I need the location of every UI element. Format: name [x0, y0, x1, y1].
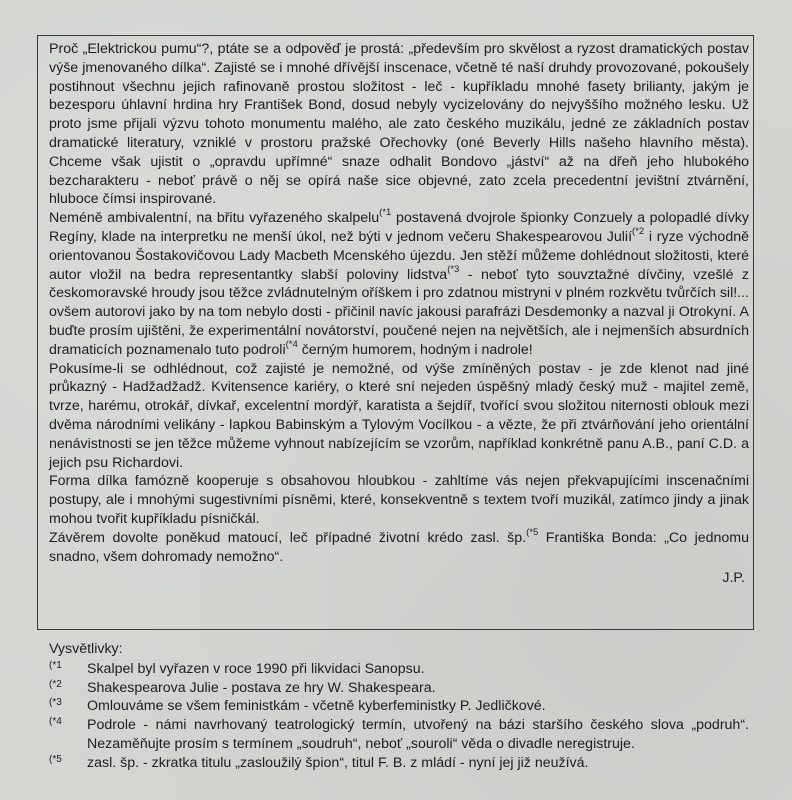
footnote-text: Omlouváme se všem feministkám - včetně kyberfeministky P. Jedličkové. [87, 698, 546, 715]
footnote-text: zasl. šp. - zkratka titulu „zasloužilý špion“, titul F. B. z mládí - nyní jej již neužívá. [87, 754, 589, 771]
footnotes-title: Vysvětlivky: [49, 641, 123, 657]
footnote-mark: (*4 [49, 716, 62, 728]
text-run: Františka Bonda: „Co jednomu snadno, všem dohromady nemožno“. [49, 529, 749, 565]
paragraph-1 [49, 40, 749, 209]
footnote-5 [49, 754, 749, 773]
text-run: - neboť tyto souvztažné dívčiny, vzešlé z českomoravské hroudy jsou těžce zvládnutelným oříškem i pro zdatnou mistryni v plném rozkvětu tvůrčích sil!... ovšem autorovi jako by na tom nebylo dosti - přičinil navíc jakousi parafrázi Desdemonky a nazval ji Otrokyní. A buďte prosím ujištěni, že experimentální novátorství, poučené nejen na největších, ale i nejmenších absurdních dramaticích poznamenalo tuto podroli [49, 266, 749, 358]
text-run: Proč „Elektrickou pumu“?, ptáte se a odpověď je prostá: „především pro skvělost a ryzost dramatických postav výše jmenovaného dílka“. Zajisté se i mnohé dřívější inscenace, včetně té naší druhdy provozované, pokoušely postihnout všechnu jejich rafinovaně prostou složitost - leč - kupříkladu mnohé fasety brilianty, jakým je bezesporu úhlavní hrdina hry František Bond, dosud nebyly vycizelovány do nejvyššího možného lesku. Už proto jsme přijali výzvu tohoto monumentu malého, ale zato českého muzikálu, jedné ze základních postav dramatické literatury, vzniklé v prostoru pražské Ořechovky (oné Beverly Hills našeho hlavního města). Chceme však ujistit o „opravdu upřímné“ snaze odhalit Bondovo „jáství“ až na dřeň jeho hlubokého bezcharakteru - neboť právě o něj se opírá naše sice objevné, zato zcela precedentní jevištní ztvárnění, hluboce čímsi inspirované. [49, 41, 749, 208]
paragraph-5 [49, 526, 749, 567]
footnote-ref-3: (*3 [447, 263, 460, 275]
text-run: i ryze východně orientovanou Šostakovičovou Lady Macbeth Mcenského újezdu. Jen stěží můžeme dohlédnout složitosti, které autor vložil na bedra representantky slabší poloviny lidstva [49, 228, 749, 283]
footnote-text: Skalpel byl vyřazen v roce 1990 při likvidaci Sanopsu. [87, 660, 425, 677]
footnote-1 [49, 660, 749, 679]
text-run: Závěrem dovolte poněkud matoucí, leč případné životní krédo zasl. šp. [49, 529, 527, 546]
footnote-ref-4: (*4 [285, 339, 298, 351]
footnote-ref-1: (*1 [379, 207, 392, 219]
footnote-ref-5: (*5 [526, 526, 539, 538]
text-run: Pokusíme-li se odhlédnout, což zajisté je nemožné, od výše zmíněných postav - je zde klenot nad jiné průkazný - Hadžadžadž. Kvitensence kariéry, o které sní nejeden úspěšný mladý český muž - majitel země, tvrze, harému, otrokář, dívkař, excelentní mordýř, karatista a šejdíř, tvořící svou složitou niternosti oblouk mezi dvěma národními velikány - lapkou Babinským a Tylovým Vocílkou - a vězte, že při ztvárňování jeho orientální nenávistnosti se jen těžce můžeme vyhnout nabízejícím se vzorům, například konkrétně panu A.B., paní C.D. a jejich psu Richardovi. [49, 360, 749, 471]
paragraph-2 [49, 209, 749, 359]
text-run: Forma dílka famózně kooperuje s obsahovou hloubkou - zahltíme vás nejen překvapujícími inscenačními postupy, ale i mnohými sugestivními písněmi, které, konsekventně s textem tvoří muzikál, zatímco jindy a jinak mohou tvořit kupříkladu písničkál. [49, 473, 749, 527]
footnote-mark: (*3 [49, 697, 62, 709]
footnote-ref-2: (*2 [632, 226, 645, 238]
footnote-2 [49, 679, 749, 698]
footnote-mark: (*2 [49, 678, 62, 690]
main-text-block [49, 40, 749, 588]
footnote-4 [49, 716, 749, 754]
text-run: postavená dvojrole špionky Conzuely a polopadlé dívky Regíny, klade na interpretku ne menší úkol, než býti v jednom večeru Shakespearovou Julií [49, 210, 749, 245]
footnote-mark: (*1 [49, 659, 62, 671]
footnote-text: Podrole - námi navrhovaný teatrologický termín, utvořený na bázi staršího českého slova „podruh“. Nezaměňujte prosím s termínem „soudruh“, neboť „souroli“ věda o divadle neregistruje. [87, 717, 749, 752]
text-run: Neméně ambivalentní, na břitu vyřazeného skalpelu [49, 210, 380, 227]
signature: J.P. [722, 570, 745, 587]
paragraph-4 [49, 472, 749, 528]
footnote-3 [49, 697, 749, 716]
footnotes-section [49, 640, 749, 773]
footnote-mark: (*5 [49, 753, 62, 765]
footnote-text: Shakespearova Julie - postava ze hry W. Shakespeara. [87, 679, 436, 696]
text-run: černým humorem, hodným i nadrole! [297, 341, 533, 358]
paragraph-3 [49, 360, 749, 473]
